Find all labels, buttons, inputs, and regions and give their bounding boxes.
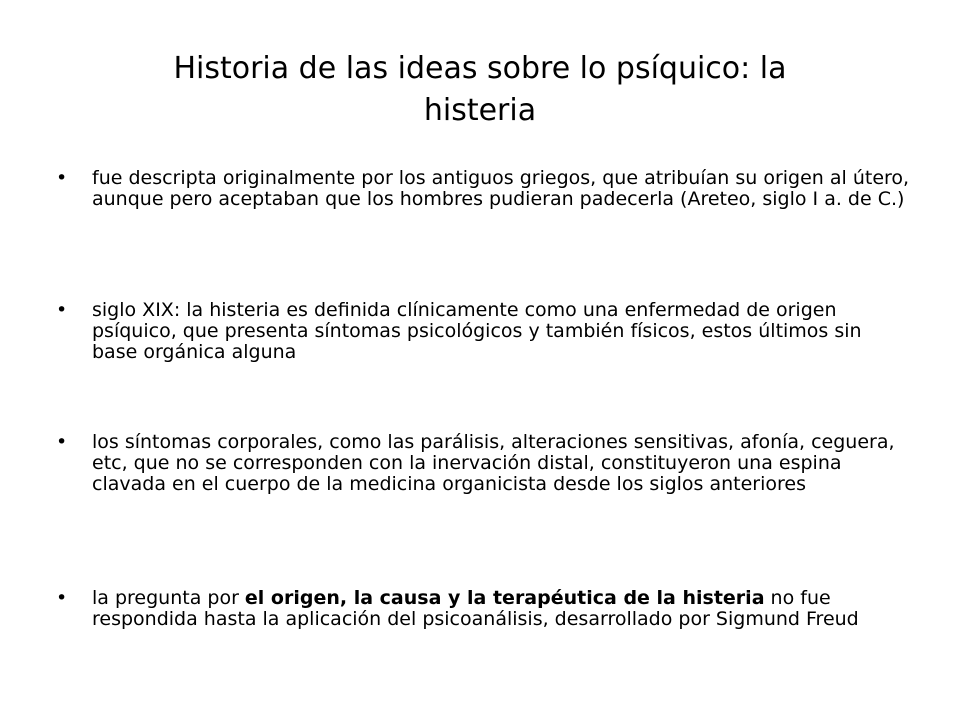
slide-title: Historia de las ideas sobre lo psíquico: la histeria <box>173 51 787 128</box>
bullet-dot-icon: • <box>56 299 68 321</box>
bullet-text: siglo XIX: la histeria es definida clínicamente como una enfermedad de origen psíquico, que presenta síntomas psicológicos y también físicos, estos últimos sin base orgánica alguna <box>92 299 862 363</box>
bullet-dot-icon: • <box>56 167 68 189</box>
bullet-text-before: la pregunta por <box>92 587 245 609</box>
bullet-item <box>56 168 912 210</box>
bullet-item <box>56 588 912 630</box>
bullet-text-bold: el origen, la causa y la terapéutica de la histeria <box>244 587 765 609</box>
bullet-text-after: no fue respondida hasta la aplicación del psicoanálisis, desarrollado por Sigmund Freud <box>92 587 859 630</box>
bullet-text: fue descripta originalmente por los antiguos griegos, que atribuían su origen al útero, aunque pero aceptaban que los hombres pudieran padecerla (Areteo, siglo I a. de C.) <box>92 167 910 210</box>
bullet-item <box>56 300 912 363</box>
bullet-dot-icon: • <box>56 587 68 609</box>
bullet-text: los síntomas corporales, como las parálisis, alteraciones sensitivas, afonía, ceguera, etc, que no se corresponden con la inervación distal, constituyeron una espina clavada en el cuerpo de la medicina organicista desde los siglos anteriores <box>92 431 895 495</box>
bullet-item <box>56 432 912 495</box>
bullet-dot-icon: • <box>56 431 68 453</box>
